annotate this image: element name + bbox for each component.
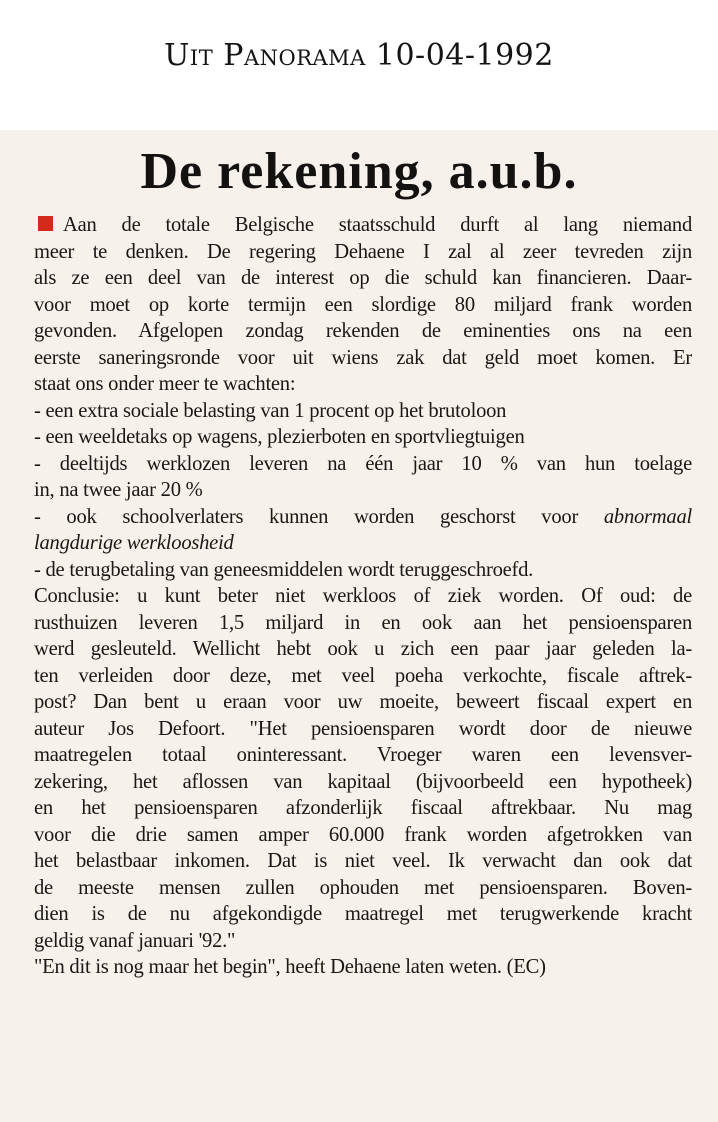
article-line: rusthuizen leveren 1,5 miljard in en ook aan het pensioensparen — [34, 611, 692, 634]
article-line: geldig vanaf januari '92." — [34, 929, 236, 952]
article-line: voor die drie samen amper 60.000 frank worden afgetrokken van — [34, 823, 692, 846]
list-item: - een extra sociale belasting van 1 procent op het brutoloon — [34, 399, 507, 422]
article-line: "En dit is nog maar het begin", heeft Dehaene laten weten. (EC) — [34, 956, 546, 978]
article-line: auteur Jos Defoort. "Het pensioensparen wordt door de nieuwe — [34, 717, 692, 740]
article-line: post? Dan bent u eraan voor uw moeite, beweert fiscaal expert en — [34, 691, 692, 713]
page-title: Uit Panorama 10-04-1992 — [164, 38, 554, 73]
list-item: - deeltijds werklozen leveren na één jaar 10 % van hun toelage — [34, 452, 692, 475]
article-line: gevonden. Afgelopen zondag rekenden de eminenties ons na een — [34, 320, 692, 342]
article-headline: De rekening, a.u.b. — [140, 143, 578, 200]
article-line: het belastbaar inkomen. Dat is niet veel. Ik verwacht dan ook dat — [34, 850, 692, 872]
article-line: ten verleiden door deze, met veel poeha verkochte, fiscale aftrek- — [34, 664, 692, 687]
article-line: de meeste mensen zullen ophouden met pensioensparen. Boven- — [34, 876, 692, 899]
article-line: maatregelen totaal oninteressant. Vroeger waren een levensver- — [34, 744, 692, 766]
list-item: - de terugbetaling van geneesmiddelen wordt teruggeschroefd. — [34, 558, 534, 581]
article-body — [34, 212, 692, 981]
page-header — [0, 0, 718, 130]
article-line: eerste saneringsronde voor uit wiens zak dat geld moet komen. Er — [34, 346, 692, 369]
article-line: meer te denken. De regering Dehaene I zal al zeer tevreden zijn — [34, 240, 692, 263]
article-line: Conclusie: u kunt beter niet werkloos of ziek worden. Of oud: de — [34, 585, 692, 607]
emphasis-text: langdurige werkloosheid — [34, 532, 234, 554]
article-line: staat ons onder meer te wachten: — [34, 373, 296, 395]
red-square-marker — [38, 216, 53, 231]
article-line: werd gesleuteld. Wellicht hebt ook u zich een paar jaar geleden la- — [34, 638, 692, 660]
article-line: zekering, het aflossen van kapitaal (bijvoorbeeld een hypotheek) — [34, 770, 692, 793]
article-line: voor moet op korte termijn een slordige 80 miljard frank worden — [34, 293, 692, 316]
article-line: als ze een deel van de interest op die schuld kan financieren. Daar- — [34, 267, 692, 289]
article-line: in, na twee jaar 20 % — [34, 479, 203, 501]
list-item: - ook schoolverlaters kunnen worden geschorst voor abnormaal — [34, 505, 692, 528]
list-item: - een weeldetaks op wagens, plezierboten en sportvliegtuigen — [34, 426, 525, 448]
article-line: en het pensioensparen afzonderlijk fiscaal aftrekbaar. Nu mag — [34, 797, 692, 819]
article-line: dien is de nu afgekondigde maatregel met terugwerkende kracht — [34, 903, 692, 925]
emphasis-text: abnormaal — [603, 505, 692, 528]
article-line: Aan de totale Belgische staatsschuld durft al lang niemand — [34, 212, 692, 239]
